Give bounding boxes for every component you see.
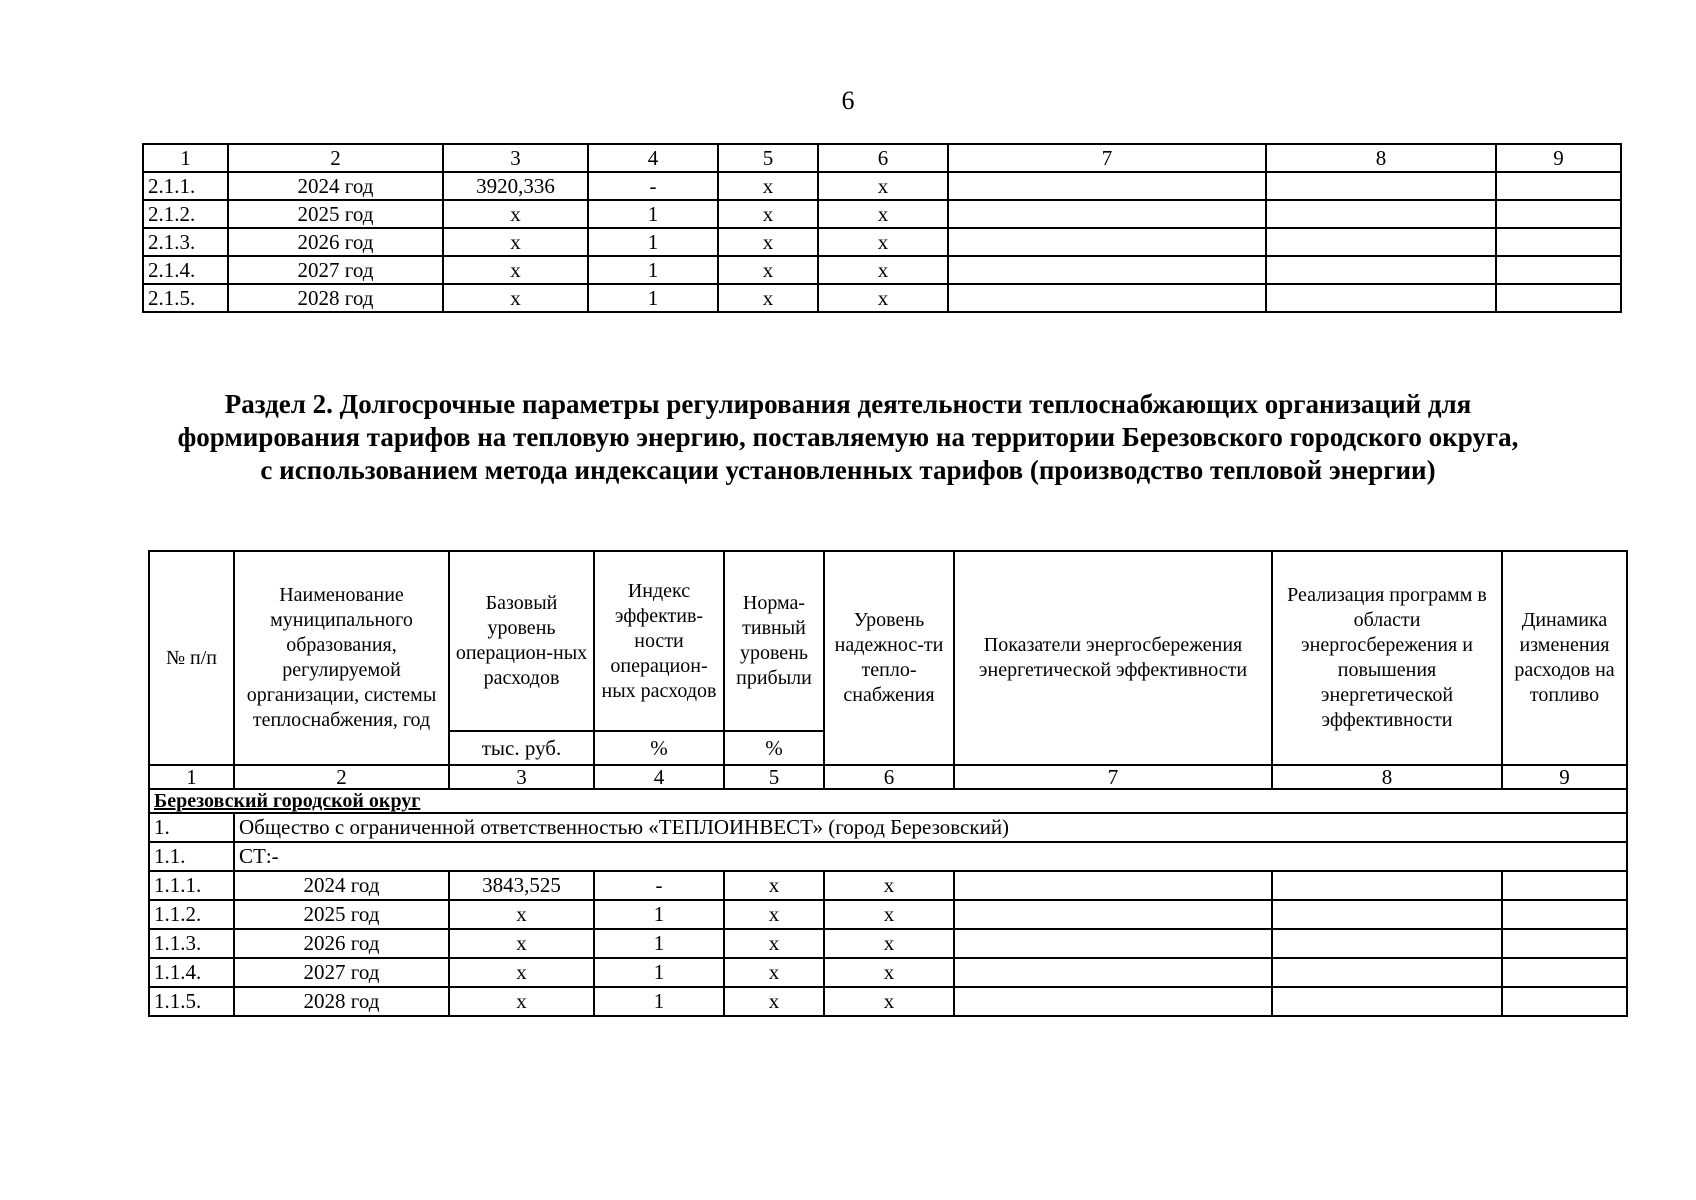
col-number: 4 [594, 765, 724, 789]
cell: x [718, 284, 818, 312]
row-number: 1.1. [149, 842, 234, 871]
header-name: Наименование муниципального образования, регулируемой организации, системы теплоснабжения, год [234, 551, 449, 765]
cell: x [818, 200, 948, 228]
cell: x [724, 900, 824, 929]
cell [954, 900, 1272, 929]
cell [948, 172, 1266, 200]
cell [948, 200, 1266, 228]
cell [1266, 284, 1496, 312]
row-year: 2025 год [234, 900, 449, 929]
cell: 1 [588, 200, 718, 228]
continuation-table [142, 143, 1622, 313]
cell [948, 228, 1266, 256]
cell [1272, 958, 1502, 987]
cell [948, 256, 1266, 284]
cell: x [824, 929, 954, 958]
region-name: Березовский городской округ [149, 789, 1627, 813]
col-number: 1 [143, 144, 228, 172]
cell: 1 [594, 900, 724, 929]
cell [948, 284, 1266, 312]
column-number-row [143, 144, 1621, 172]
col-number: 2 [234, 765, 449, 789]
cell: 1 [594, 929, 724, 958]
cell: x [724, 929, 824, 958]
unit-label: % [594, 731, 724, 765]
cell: x [824, 900, 954, 929]
row-number: 2.1.4. [143, 256, 228, 284]
table-row [143, 256, 1621, 284]
cell: 1 [588, 228, 718, 256]
system-row [149, 842, 1627, 871]
table-row [149, 958, 1627, 987]
row-number: 2.1.5. [143, 284, 228, 312]
row-year: 2026 год [234, 929, 449, 958]
cell [954, 987, 1272, 1016]
cell: x [718, 228, 818, 256]
row-number: 1.1.2. [149, 900, 234, 929]
cell [1502, 987, 1627, 1016]
cell: x [818, 256, 948, 284]
parameters-table [148, 550, 1628, 1017]
section-heading [0, 388, 1696, 487]
col-number: 2 [228, 144, 443, 172]
cell: x [718, 200, 818, 228]
cell: x [449, 900, 594, 929]
header-energy-saving: Показатели энергосбережения энергетической эффективности [954, 551, 1272, 765]
cell [1496, 284, 1621, 312]
cell: 3843,525 [449, 871, 594, 900]
cell: x [824, 958, 954, 987]
cell: x [824, 871, 954, 900]
section-heading-line: Раздел 2. Долгосрочные параметры регулирования деятельности теплоснабжающих организаций для [224, 389, 1472, 419]
row-number: 1.1.3. [149, 929, 234, 958]
table-row [149, 900, 1627, 929]
col-number: 1 [149, 765, 234, 789]
col-number: 4 [588, 144, 718, 172]
col-number: 7 [954, 765, 1272, 789]
cell: x [724, 958, 824, 987]
cell: 1 [594, 958, 724, 987]
region-row [149, 789, 1627, 813]
cell: 1 [594, 987, 724, 1016]
cell [1502, 871, 1627, 900]
col-number: 8 [1266, 144, 1496, 172]
cell: x [818, 172, 948, 200]
cell [954, 958, 1272, 987]
col-number: 9 [1496, 144, 1621, 172]
cell [1272, 900, 1502, 929]
col-number: 8 [1272, 765, 1502, 789]
organization-name: Общество с ограниченной ответственностью «ТЕПЛОИНВЕСТ» (город Березовский) [234, 813, 1627, 842]
row-number: 2.1.2. [143, 200, 228, 228]
cell: - [588, 172, 718, 200]
row-year: 2028 год [228, 284, 443, 312]
cell: x [724, 871, 824, 900]
table-row [143, 172, 1621, 200]
row-year: 2025 год [228, 200, 443, 228]
table-row [143, 228, 1621, 256]
row-number: 2.1.3. [143, 228, 228, 256]
row-number: 2.1.1. [143, 172, 228, 200]
header-efficiency-index: Индекс эффектив-ности операцион-ных расходов [594, 551, 724, 731]
col-number: 6 [818, 144, 948, 172]
cell [1266, 172, 1496, 200]
table-row [143, 200, 1621, 228]
cell: x [449, 958, 594, 987]
row-year: 2027 год [228, 256, 443, 284]
header-number: № п/п [149, 551, 234, 765]
cell: x [718, 256, 818, 284]
row-year: 2026 год [228, 228, 443, 256]
cell: x [443, 200, 588, 228]
unit-label: % [724, 731, 824, 765]
row-year: 2028 год [234, 987, 449, 1016]
cell: 1 [588, 256, 718, 284]
col-number: 7 [948, 144, 1266, 172]
table-row [149, 987, 1627, 1016]
organization-row [149, 813, 1627, 842]
row-number: 1.1.4. [149, 958, 234, 987]
section-heading-line: с использованием метода индексации установленных тарифов (производство тепловой энергии) [260, 455, 1436, 485]
header-fuel-dynamics: Динамика изменения расходов на топливо [1502, 551, 1627, 765]
col-number: 6 [824, 765, 954, 789]
cell [1496, 172, 1621, 200]
cell [1272, 929, 1502, 958]
cell [1266, 228, 1496, 256]
column-number-row [149, 765, 1627, 789]
section-heading-line: формирования тарифов на тепловую энергию, поставляемую на территории Березовского городского округа, [177, 422, 1519, 452]
cell: 1 [588, 284, 718, 312]
col-number: 5 [724, 765, 824, 789]
cell: x [724, 987, 824, 1016]
row-number: 1.1.5. [149, 987, 234, 1016]
cell: x [818, 284, 948, 312]
cell: - [594, 871, 724, 900]
cell: x [443, 256, 588, 284]
cell: x [718, 172, 818, 200]
unit-label: тыс. руб. [449, 731, 594, 765]
cell [1502, 929, 1627, 958]
cell: x [443, 228, 588, 256]
table-row [143, 284, 1621, 312]
cell: 3920,336 [443, 172, 588, 200]
cell: x [449, 987, 594, 1016]
cell [1272, 871, 1502, 900]
col-number: 5 [718, 144, 818, 172]
cell [954, 871, 1272, 900]
header-profit-level: Норма-тивный уровень прибыли [724, 551, 824, 731]
cell [1502, 900, 1627, 929]
page-number: 6 [841, 86, 855, 115]
row-year: 2027 год [234, 958, 449, 987]
cell [1272, 987, 1502, 1016]
cell [954, 929, 1272, 958]
header-base-opex: Базовый уровень операцион-ных расходов [449, 551, 594, 731]
cell [1496, 228, 1621, 256]
row-year: 2024 год [228, 172, 443, 200]
header-row [149, 551, 1627, 731]
header-programs: Реализация программ в области энергосбережения и повышения энергетической эффективности [1272, 551, 1502, 765]
row-number: 1. [149, 813, 234, 842]
col-number: 3 [449, 765, 594, 789]
col-number: 9 [1502, 765, 1627, 789]
table-row [149, 929, 1627, 958]
cell: x [818, 228, 948, 256]
cell [1266, 256, 1496, 284]
cell [1266, 200, 1496, 228]
cell [1496, 200, 1621, 228]
row-year: 2024 год [234, 871, 449, 900]
system-label: СТ:- [234, 842, 1627, 871]
cell [1496, 256, 1621, 284]
cell: x [449, 929, 594, 958]
row-number: 1.1.1. [149, 871, 234, 900]
cell [1502, 958, 1627, 987]
table-row [149, 871, 1627, 900]
header-reliability: Уровень надежнос-ти тепло-снабжения [824, 551, 954, 765]
cell: x [824, 987, 954, 1016]
cell: x [443, 284, 588, 312]
col-number: 3 [443, 144, 588, 172]
